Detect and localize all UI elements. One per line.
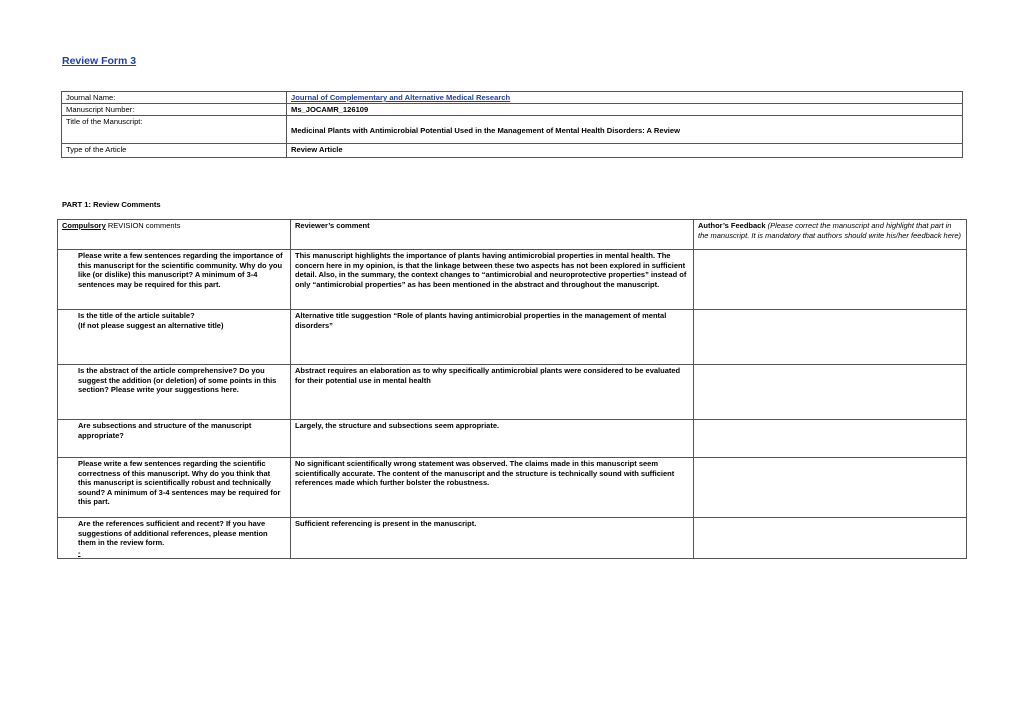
review-header-row <box>58 220 967 250</box>
journal-label: Journal Name: <box>62 92 287 104</box>
question-cell <box>58 518 291 559</box>
feedback-cell[interactable] <box>694 310 967 365</box>
question-text: Is the title of the article suitable? <box>78 311 195 320</box>
manuscript-title-row <box>62 116 963 144</box>
question-text: Are the references sufficient and recent? If you have suggestions of additional references, please mention them in the review form. <box>78 519 268 548</box>
feedback-cell[interactable] <box>694 420 967 458</box>
header-compulsory <box>58 220 291 250</box>
review-row <box>58 365 967 420</box>
review-row <box>58 250 967 310</box>
review-row <box>58 420 967 458</box>
comment-cell: Sufficient referencing is present in the manuscript. <box>291 518 694 559</box>
comment-cell: This manuscript highlights the importance of plants having antimicrobial properties in mental health. The concern here in my opinion, is that the linkage between these two aspects has not been explored in sufficient detail. Also, in the summary, the context changes to “antimicrobial and neuroprotective properties” instead of only “antimicrobial properties” as has been mentioned in the abstract and throughout the manuscript. <box>291 250 694 310</box>
header-author-feedback-title: Author’s Feedback <box>698 221 766 230</box>
journal-link[interactable]: Journal of Complementary and Alternative Medical Research <box>291 93 511 102</box>
journal-row <box>62 92 963 104</box>
manuscript-info-table <box>61 91 963 158</box>
article-type-value: Review Article <box>287 144 963 158</box>
header-reviewer-comment: Reviewer’s comment <box>291 220 694 250</box>
feedback-cell[interactable] <box>694 250 967 310</box>
manuscript-title-label: Title of the Manuscript: <box>62 116 287 144</box>
review-row <box>58 458 967 518</box>
article-type-row <box>62 144 963 158</box>
question-cell: Please write a few sentences regarding the scientific correctness of this manuscript. Why do you think that this manuscript is scientifically robust and technically sound? A minimum of 3-4 sentences may be required for this part. <box>58 458 291 518</box>
part-title: PART 1: Review Comments <box>62 200 161 209</box>
manuscript-number-row <box>62 104 963 116</box>
feedback-cell[interactable] <box>694 365 967 420</box>
comment-cell: Largely, the structure and subsections seem appropriate. <box>291 420 694 458</box>
question-cell: Is the abstract of the article comprehensive? Do you suggest the addition (or deletion) of some points in this section? Please write your suggestions here. <box>58 365 291 420</box>
header-author-feedback <box>694 220 967 250</box>
question-cell: Please write a few sentences regarding the importance of this manuscript for the scientific community. Why do you like (or dislike) this manuscript? A minimum of 3-4 sentences may be required for this part. <box>58 250 291 310</box>
comment-cell: Abstract requires an elaboration as to why specifically antimicrobial plants were considered to be evaluated for their potential use in mental health <box>291 365 694 420</box>
review-comments-table <box>57 219 967 559</box>
manuscript-number-label: Manuscript Number: <box>62 104 287 116</box>
header-author-feedback-note: (Please correct the manuscript and highlight that part in the manuscript. It is mandatory that authors should write his/her feedback here) <box>698 221 962 240</box>
feedback-cell[interactable] <box>694 518 967 559</box>
comment-cell: Alternative title suggestion “Role of plants having antimicrobial properties in the management of mental disorders” <box>291 310 694 365</box>
question-note: (If not please suggest an alternative title) <box>78 320 224 330</box>
review-row <box>58 518 967 559</box>
article-type-label: Type of the Article <box>62 144 287 158</box>
question-note: - <box>78 547 81 557</box>
header-compulsory-rest: REVISION comments <box>105 221 181 230</box>
manuscript-title-value: Medicinal Plants with Antimicrobial Potential Used in the Management of Mental Health Disorders: A Review <box>287 116 963 144</box>
feedback-cell[interactable] <box>694 458 967 518</box>
form-title: Review Form 3 <box>62 55 137 67</box>
header-compulsory-underlined: Compulsory <box>62 221 106 230</box>
manuscript-number-value: Ms_JOCAMR_126109 <box>287 104 963 116</box>
question-cell <box>58 310 291 365</box>
question-cell: Are subsections and structure of the manuscript appropriate? <box>58 420 291 458</box>
comment-cell: No significant scientifically wrong statement was observed. The claims made in this manuscript seem scientifically accurate. The content of the manuscript and the structure is technically sound with sufficient references made which further bolster the robustness. <box>291 458 694 518</box>
review-row <box>58 310 967 365</box>
